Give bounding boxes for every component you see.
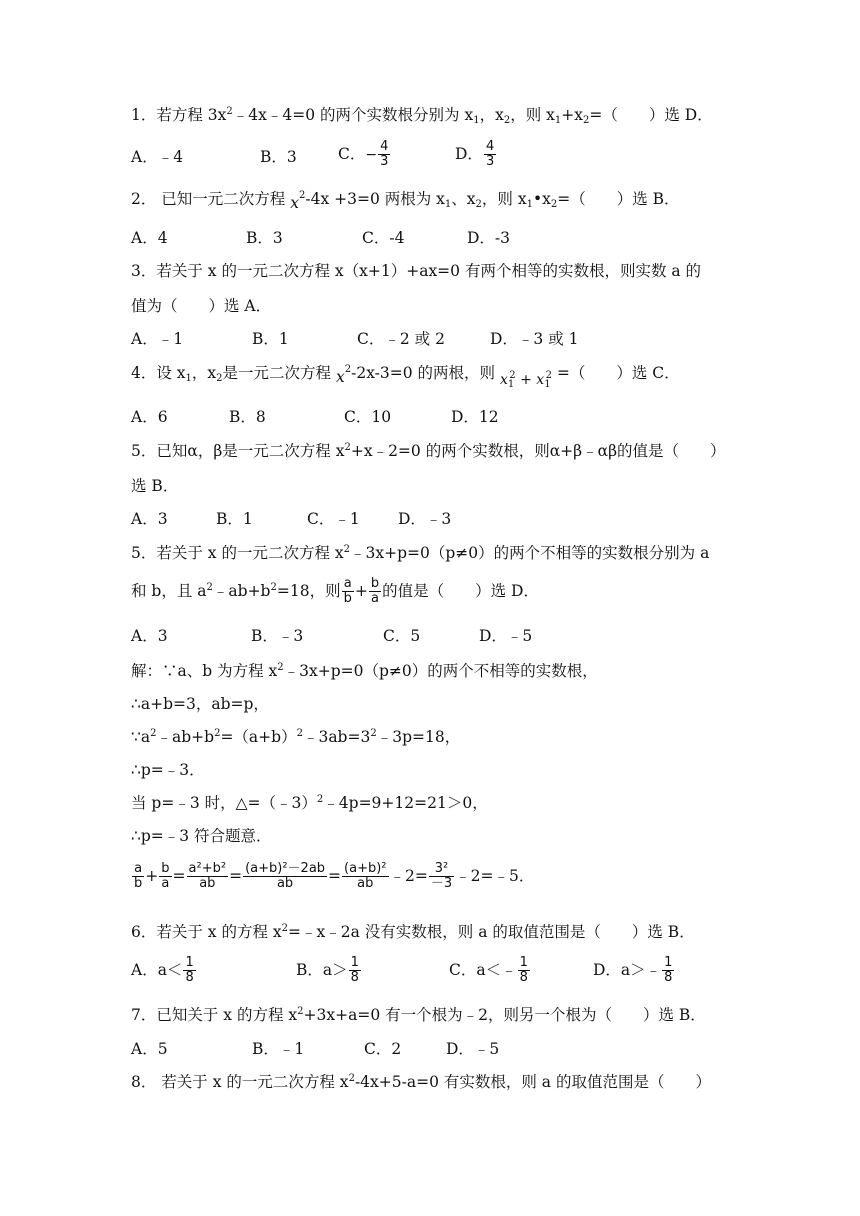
q1-option-c: C．− $\frac{4}{3}$ xyxy=(338,139,389,170)
q1-option-a: A．﹣4 xyxy=(131,148,184,166)
q3-option-a: A．﹣1 xyxy=(131,330,184,348)
question-5b-stem-line1: 5．若关于 x 的一元二次方程 $x^2﹣3x+p=0(p\ne 0)$的两个不相等的实数根分别为 a xyxy=(131,544,710,562)
solution-line-2: ∴a+b=3，ab=p， xyxy=(131,695,269,713)
q4-option-b: B．8 xyxy=(229,408,266,426)
q2-option-d: D．-3 xyxy=(467,229,511,247)
q6-option-b: B．a＞ $\frac{1}{8}$ xyxy=(296,955,359,986)
q1-option-d: D． $\frac{4}{3}$ xyxy=(455,139,495,170)
q7-option-a: A．5 xyxy=(131,1040,168,1058)
q7-option-b: B．﹣1 xyxy=(252,1040,305,1058)
q2-option-c: C．-4 xyxy=(362,229,405,247)
question-3-stem-line1: 3．若关于 x 的一元二次方程 x（x+1）+ax=0 有两个相等的实数根，则实数 a 的 xyxy=(131,262,702,280)
solution-line-6: ∴p=﹣3 符合题意． xyxy=(131,827,272,845)
q5a-option-c: C．﹣1 xyxy=(307,510,360,528)
q3-option-c: C．﹣2 或 2 xyxy=(357,330,445,348)
q7-option-d: D．﹣5 xyxy=(446,1040,500,1058)
question-4-stem: 4．设 $x_1$，$x_2$是一元二次方程 $x^2-2x-3=0$ 的两根，则 $x_1^2 + x_1^2$ =（ ）选 C． xyxy=(131,364,680,390)
q5a-option-a: A．3 xyxy=(131,510,168,528)
q3-option-d: D．﹣3 或 1 xyxy=(490,330,579,348)
question-5a-stem-line1: 5．已知α，β是一元二次方程 $x^2+x﹣2=0$ 的两个实数根，则α+β﹣αβ的值是（ ） xyxy=(131,442,726,460)
q4-option-a: A．6 xyxy=(131,408,168,426)
q6-option-d: D．a＞﹣ $\frac{1}{8}$ xyxy=(593,955,673,986)
solution-line-4: ∴p=﹣3． xyxy=(131,761,205,779)
question-8-stem: 8． 若关于 x 的一元二次方程 $x^2-4x+5-a=0$ 有实数根，则 a 的取值范围是（ ） xyxy=(131,1073,711,1091)
solution-line-5: 当 p=﹣3 时，△=（﹣3）$^2$﹣4p=9+12=21＞0， xyxy=(131,794,488,812)
question-2-stem: 2． 已知一元二次方程 $x^2-4x +3=0$ 两根为 $x_1$、$x_2$，则 $x_1•x_2=$（ ）选 B． xyxy=(131,190,680,212)
question-5b-stem-line2: 和 b，且 $a^2﹣ab+b^2=18$，则 $\frac{a}{b}$ + $\frac{b}{a}$ 的值是（ ）选 D． xyxy=(131,576,539,607)
solution-line-1: 解：∵a、b 为方程 $x^2﹣3x+p=0(p\ne 0)$的两个不相等的实数根， xyxy=(131,662,598,680)
q2-option-b: B．3 xyxy=(246,229,283,247)
question-1-stem: 1．若方程 $3x^2﹣4x﹣4=0$ 的两个实数根分别为 $x_1$，$x_2$，则 $x_1+x_2=$（ ）选 D． xyxy=(131,106,713,126)
question-3-stem-line2: 值为（ ）选 A． xyxy=(131,297,272,315)
q5b-option-c: C．5 xyxy=(383,627,421,645)
q5b-option-b: B．﹣3 xyxy=(251,627,304,645)
question-6-stem: 6．若关于 x 的方程 $x^2=﹣x﹣2a$ 没有实数根，则 a 的取值范围是（ ）选 B． xyxy=(131,923,695,941)
question-7-stem: 7．已知关于 x 的方程 $x^2+3x+a=0$ 有一个根为﹣2，则另一个根为（ ）选 B． xyxy=(131,1006,706,1024)
q3-option-b: B．1 xyxy=(252,330,289,348)
q5a-option-b: B．1 xyxy=(216,510,253,528)
solution-formula: $\frac{a}{b}$ + $\frac{b}{a}$ = $\frac{\text{a²+b²}}{ab}$ = $\frac{\text{(a+b)²－2ab}}{ab}$ = $\frac{\text{(a+b)²}}{ab}$ ﹣2= $\frac{\text{3²}}{-3}$ ﹣2=﹣5． xyxy=(134,861,535,892)
q4-option-d: D．12 xyxy=(451,408,499,426)
q1-option-b: B．3 xyxy=(260,148,297,166)
solution-line-3: $\because a^2﹣ab+b^2=(a+b)^2﹣3ab=3^2﹣3p=18$， xyxy=(131,728,461,746)
q6-option-c: C．a＜﹣ $\frac{1}{8}$ xyxy=(449,955,528,986)
question-5a-stem-line2: 选 B． xyxy=(131,477,179,495)
q7-option-c: C．2 xyxy=(364,1040,402,1058)
q5b-option-d: D．﹣5 xyxy=(479,627,533,645)
q2-option-a: A．4 xyxy=(131,229,168,247)
q5b-option-a: A．3 xyxy=(131,627,168,645)
q6-option-a: A．a＜ $\frac{1}{8}$ xyxy=(131,955,194,986)
q4-option-c: C．10 xyxy=(344,408,392,426)
q5a-option-d: D．﹣3 xyxy=(398,510,452,528)
